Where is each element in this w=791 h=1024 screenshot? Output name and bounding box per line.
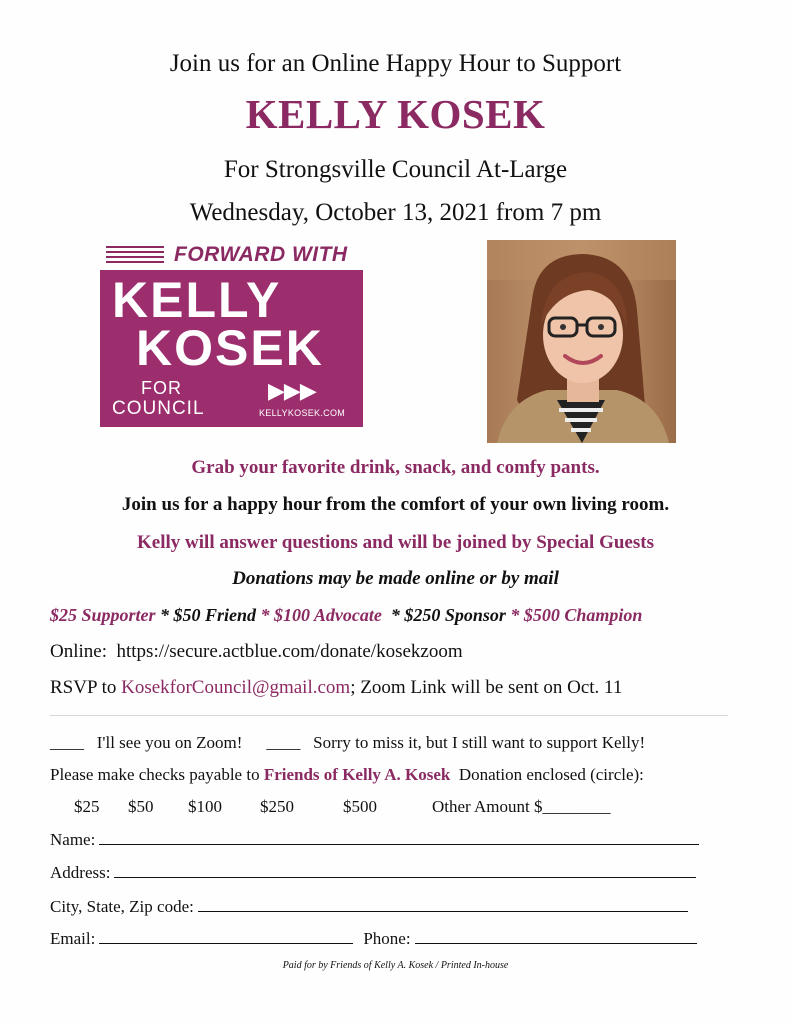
online-donation <box>50 641 463 663</box>
amount-250[interactable]: $250 <box>260 797 294 816</box>
logo-forward-text: FORWARD WITH <box>174 243 348 266</box>
paid-for-disclaimer: Paid for by Friends of Kelly A. Kosek / Printed In-house <box>282 960 509 971</box>
amount-other[interactable]: Other Amount $________ <box>432 797 611 816</box>
donation-note: Donations may be made online or by mail <box>232 568 559 589</box>
name-field[interactable] <box>99 830 699 845</box>
amount-50[interactable]: $50 <box>128 797 154 816</box>
phone-label: Phone: <box>363 929 411 948</box>
checks-payee: Friends of Kelly A. Kosek <box>263 765 451 784</box>
logo-first-name: KELLY <box>112 272 282 328</box>
city-label: City, State, Zip code: <box>50 897 194 916</box>
tier-separator: * <box>256 605 275 625</box>
address-label: Address: <box>50 863 111 882</box>
invite-line-living-room: Join us for a happy hour from the comfort of your own living room. <box>121 494 670 515</box>
phone-field[interactable] <box>415 929 697 944</box>
checks-prefix: Please make checks payable to <box>50 765 264 784</box>
rsvp-line <box>50 677 622 699</box>
speed-lines-icon <box>106 246 164 266</box>
arrows-icon: ▶▶▶ <box>268 378 316 403</box>
rsvp-suffix: ; Zoom Link will be sent on Oct. 11 <box>350 677 623 698</box>
name-field-row <box>50 830 699 850</box>
portrait-icon <box>487 240 676 443</box>
tier-advocate: $100 Advocate <box>274 605 382 625</box>
decline-option: Sorry to miss it, but I still want to support Kelly! <box>313 733 646 752</box>
candidate-photo <box>487 240 676 443</box>
name-label: Name: <box>50 830 96 849</box>
divider <box>50 715 728 716</box>
logo-council-text: COUNCIL <box>112 398 205 419</box>
event-datetime: Wednesday, October 13, 2021 from 7 pm <box>189 199 602 226</box>
campaign-logo-header <box>100 243 362 267</box>
campaign-logo <box>100 270 363 427</box>
invite-line-guests: Kelly will answer questions and will be joined by Special Guests <box>137 532 654 553</box>
amount-500[interactable]: $500 <box>343 797 377 816</box>
tier-separator: * <box>155 605 174 625</box>
tier-separator: * <box>505 605 524 625</box>
email-label: Email: <box>50 929 96 948</box>
address-field-row <box>50 863 696 883</box>
tier-separator: * <box>381 605 405 625</box>
address-field[interactable] <box>114 863 696 878</box>
email-field[interactable] <box>99 929 353 944</box>
amount-25[interactable]: $25 <box>74 797 100 816</box>
tier-friend: $50 Friend <box>173 605 257 625</box>
invite-line-drink: Grab your favorite drink, snack, and comfy pants. <box>191 457 600 478</box>
logo-last-name: KOSEK <box>136 320 324 376</box>
city-field[interactable] <box>198 897 688 912</box>
tier-sponsor: $250 Sponsor <box>404 605 506 625</box>
candidate-name: KELLY KOSEK <box>245 91 546 137</box>
online-label: Online: <box>50 641 107 662</box>
attend-blank[interactable]: ____ <box>50 733 84 752</box>
tier-champion: $500 Champion <box>523 605 643 625</box>
amount-100[interactable]: $100 <box>188 797 222 816</box>
office-text: For Strongsville Council At-Large <box>223 156 568 183</box>
city-field-row <box>50 897 688 917</box>
check-instructions <box>50 765 644 785</box>
checks-suffix: Donation enclosed (circle): <box>458 765 644 784</box>
rsvp-prefix: RSVP to <box>50 677 122 698</box>
decline-blank[interactable]: ____ <box>266 733 301 752</box>
donation-link[interactable]: https://secure.actblue.com/donate/kosekzoom <box>116 641 463 662</box>
logo-url: KELLYKOSEK.COM <box>259 408 346 418</box>
rsvp-email-link[interactable]: KosekforCouncil@gmail.com <box>121 677 351 698</box>
attend-option: I'll see you on Zoom! <box>96 733 243 752</box>
logo-for-text: FOR <box>141 378 182 398</box>
email-field-row <box>50 929 697 949</box>
tier-supporter: $25 Supporter <box>50 605 156 625</box>
donation-amounts <box>50 797 730 819</box>
intro-text: Join us for an Online Happy Hour to Support <box>169 50 622 77</box>
attendance-options <box>50 733 645 753</box>
donation-tiers <box>50 605 642 626</box>
